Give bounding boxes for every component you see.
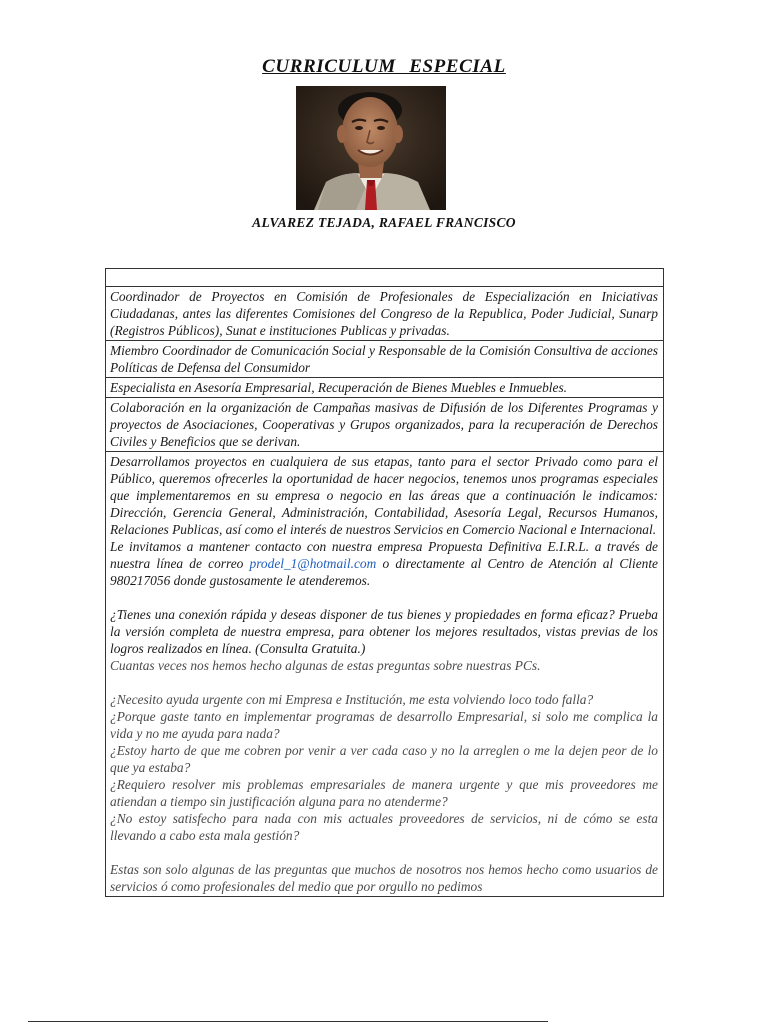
table-cell-miembro-coordinador: Miembro Coordinador de Comunicación Social y Responsable de la Comisión Consultiva de acciones Políticas de Defensa del Consumidor [106, 341, 664, 378]
table-cell-colaboracion: Colaboración en la organización de Campañas masivas de Difusión de los Diferentes Programas y proyectos de Asociaciones, Cooperativas y Grupos organizados, para la recuperación de Derechos Civiles y Beneficios que se derivan. [106, 398, 664, 452]
table-row [106, 398, 664, 452]
footnote-divider [28, 1021, 548, 1022]
table-row [106, 269, 664, 287]
services-paragraph: Desarrollamos proyectos en cualquiera de sus etapas, tanto para el sector Privado como para el Público, queremos ofrecerles la oportunidad de hacer negocios, tenemos unos programas especiales que implementaremos en su empresa o negocio en las áreas que a continuación le indicamos: Dirección, Gerencia General, Administración, Contabilidad, Asesoría Legal, Recursos Humanos, Relaciones Publicas, así como el interés de nuestros Servicios en Comercio Nacional e Internacional. [110, 454, 658, 537]
email-link[interactable]: prodel_1@hotmail.com [249, 556, 377, 571]
paragraph-spacer [110, 844, 658, 861]
contact-text-before: Le invitamos a mantener contacto con nuestra empresa Propuesta Definitiva E.I.R.L. a través de nuestra línea de correo [110, 539, 658, 571]
question-item: ¿Requiero resolver mis problemas empresariales de manera urgente y que mis proveedores me atiendan a tiempo sin justificación alguna para no atenderme? [110, 777, 658, 809]
question-item: ¿Porque gaste tanto en implementar programas de desarrollo Empresarial, si solo me complica la vida y no me ayuda para nada? [110, 709, 658, 741]
table-cell-servicios [106, 452, 664, 897]
profile-photo [296, 86, 446, 210]
paragraph-spacer [110, 589, 658, 606]
portrait-image [296, 86, 446, 210]
contact-text-after: o directamente al Centro de Atención al Cliente 980217056 donde gustosamente le atenderemos. [110, 556, 658, 588]
table-row [106, 378, 664, 398]
person-name [0, 215, 768, 231]
contact-paragraph [110, 538, 658, 589]
offer-paragraph: ¿Tienes una conexión rápida y deseas disponer de tus bienes y propiedades en forma eficaz? Prueba la versión completa de nuestra empresa, para obtener los mejores resultados, vistas previas de los logros realizados en línea. (Consulta Gratuita.) [110, 607, 658, 656]
table-cell-especialista: Especialista en Asesoría Empresarial, Recuperación de Bienes Muebles e Inmuebles. [106, 378, 664, 398]
paragraph-spacer [110, 674, 658, 691]
table-row [106, 452, 664, 897]
closing-paragraph: Estas son solo algunas de las preguntas que muchos de nosotros nos hemos hecho como usuarios de servicios ó como profesionales del medio que por orgullo no pedimos [110, 862, 658, 894]
questions-intro: Cuantas veces nos hemos hecho algunas de estas preguntas sobre nuestras PCs. [110, 658, 541, 673]
table-row [106, 287, 664, 341]
experience-table [105, 268, 664, 897]
question-item: ¿Necesito ayuda urgente con mi Empresa e Institución, me esta volviendo loco todo falla? [110, 692, 594, 707]
person-name-text: ALVAREZ TEJADA, RAFAEL FRANCISCO [252, 215, 516, 230]
table-cell-coordinador-proyectos: Coordinador de Proyectos en Comisión de Profesionales de Especialización en Iniciativas Ciudadanas, antes las diferentes Comisiones del Congreso de la Republica, Poder Judicial, Sunarp (Registros Públicos), Sunat e instituciones Publicas y privadas. [106, 287, 664, 341]
question-item: ¿Estoy harto de que me cobren por venir a ver cada caso y no la arreglen o me la dejen peor de lo que ya estaba? [110, 743, 658, 775]
table-row [106, 341, 664, 378]
question-item: ¿No estoy satisfecho para nada con mis actuales proveedores de servicios, ni de cómo se esta llevando a cabo esta mala gestión? [110, 811, 658, 843]
table-cell-empty [106, 269, 664, 287]
document-title: CURRICULUM ESPECIAL [262, 56, 506, 77]
